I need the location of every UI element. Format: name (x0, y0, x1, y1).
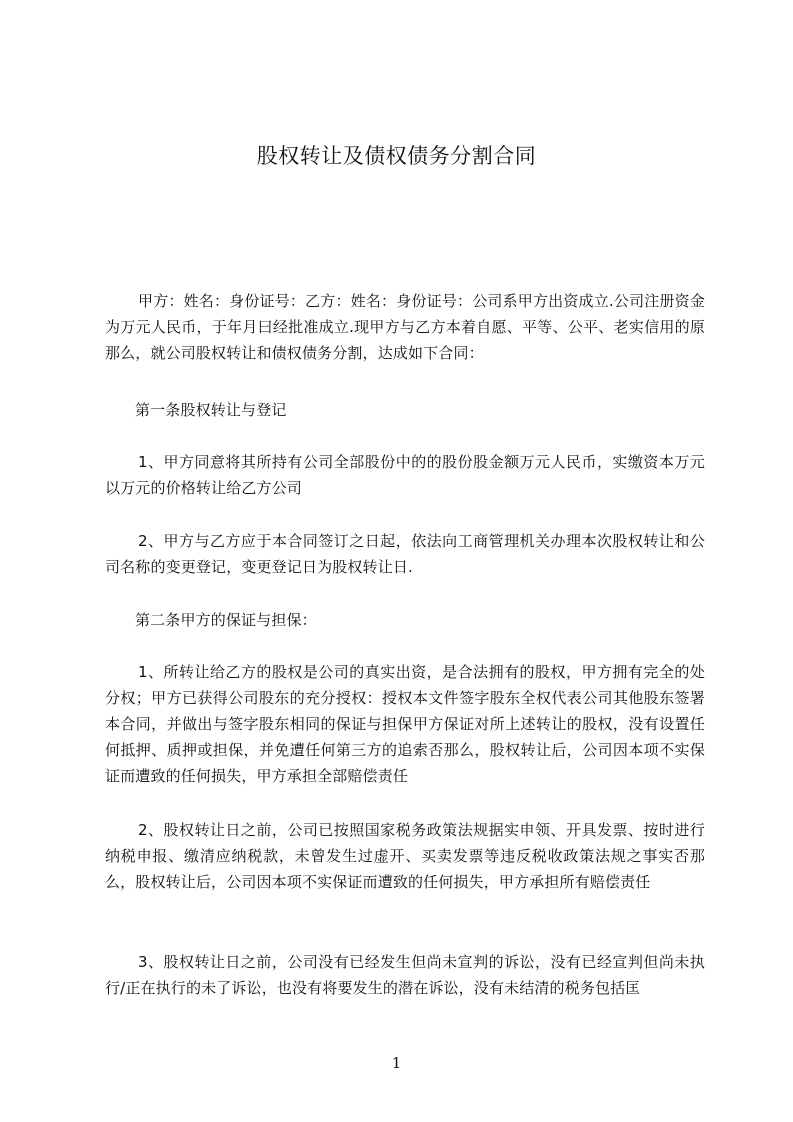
heading-article-1: 第一条股权转让与登记 (135, 401, 287, 419)
paragraph-article-1-clause-1: 1、甲方同意将其所持有公司全部股份中的的股份股金额万元人民币，实缴资本万元以万元的价格转让给乙方公司 (105, 453, 705, 497)
paragraph-article-1-clause-2: 2、甲方与乙方应于本合同签订之日起，依法向工商管理机关办理本次股权转让和公司名称的变更登记，变更登记日为股权转让日. (105, 532, 705, 576)
paragraph-article-2-clause-3: 3、股权转让日之前，公司没有已经发生但尚未宣判的诉讼，没有已经宣判但尚未执行/正在执行的未了诉讼，也没有将要发生的潜在诉讼，没有未结清的税务包括匡 (105, 953, 705, 997)
paragraph-article-2-clause-1: 1、所转让给乙方的股权是公司的真实出资，是合法拥有的股权，甲方拥有完全的处分权；甲方已获得公司股东的充分授权：授权本文件签字股东全权代表公司其他股东签署本合同，并做出与签字股东相同的保证与担保甲方保证对所上述转让的股权，没有设置任何抵押、质押或担保，并免遭任何第三方的追索否那么，股权转让后，公司因本项不实保证而遭致的任何损失，甲方承担全部赔偿责任 (105, 663, 705, 785)
page-number: 1 (391, 1054, 402, 1072)
heading-article-2: 第二条甲方的保证与担保： (135, 611, 317, 629)
paragraph-article-2-clause-2: 2、股权转让日之前，公司已按照国家税务政策法规据实申领、开具发票、按时进行纳税申报、缴清应纳税款，未曾发生过虚开、买卖发票等违反税收政策法规之事实否那么，股权转让后，公司因本项不实保证而遭致的任何损失，甲方承担所有赔偿责任 (105, 821, 705, 891)
paragraph-parties: 甲方：姓名：身份证号：乙方：姓名：身份证号：公司系甲方出资成立.公司注册资金为万元人民币，于年月曰经批准成立.现甲方与乙方本着自愿、平等、公平、老实信用的原那么，就公司股权转让和债权债务分割，达成如下合同： (105, 292, 705, 362)
document-title: 股权转让及债权债务分割合同 (256, 144, 537, 168)
